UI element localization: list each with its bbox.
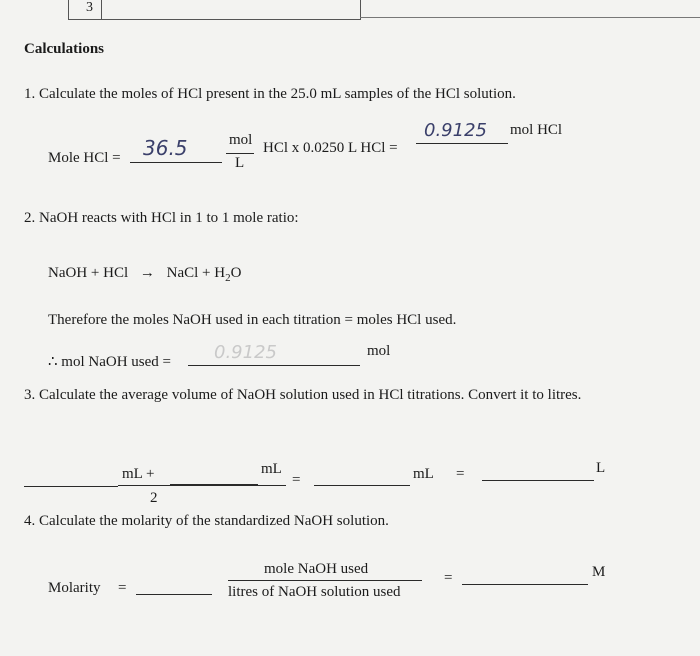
q3-ml-2: mL (413, 466, 434, 482)
q4-num: mole NaOH used (264, 561, 369, 577)
q1-prompt: 1. Calculate the moles of HCl present in the 25.0 mL samples of the HCl solution. (24, 86, 516, 102)
q2-equation (48, 265, 241, 282)
page-number: 3 (86, 0, 93, 15)
q3-eq-1: = (292, 472, 301, 488)
q2-eq-end: O (230, 265, 242, 281)
q4-blank-2 (462, 584, 588, 585)
q4-label: Molarity (48, 580, 101, 596)
q2-mol-answer: 0.9125 (214, 342, 277, 363)
top-table-cell-wide (100, 0, 361, 20)
top-table-line (360, 17, 700, 18)
q4-frac-line (228, 580, 422, 581)
q3-blank-4 (482, 480, 594, 481)
q3-two: 2 (150, 490, 158, 506)
q3-frac-line (118, 485, 286, 486)
q1-unit: mol HCl (510, 122, 563, 138)
q2-blank (188, 365, 360, 366)
q1-frac-line (226, 153, 254, 154)
q1-middle: HCl x 0.0250 L HCl = (263, 140, 398, 156)
q3-L: L (596, 460, 606, 476)
q1-frac-den: L (235, 155, 245, 171)
q4-blank-1 (136, 594, 212, 595)
q4-prompt: 4. Calculate the molarity of the standardized NaOH solution. (24, 513, 389, 529)
q1-answer-2: 0.9125 (424, 120, 487, 141)
q1-blank-1 (130, 162, 222, 163)
top-table-cell (68, 0, 102, 20)
q4-eq-2: = (444, 570, 453, 586)
q3-eq-2: = (456, 466, 465, 482)
q2-eq-left: NaOH + HCl (48, 265, 129, 281)
q2-mol-unit: mol (367, 343, 391, 359)
q3-prompt: 3. Calculate the average volume of NaOH solution used in HCl titrations. Convert it to litres. (24, 387, 582, 403)
q1-answer-1: 36.5 (143, 136, 188, 160)
heading: Calculations (24, 41, 105, 57)
q1-label: Mole HCl = (48, 150, 121, 166)
q2-mol-label: ∴ mol NaOH used = (48, 354, 171, 370)
q2-arrow: → (139, 265, 155, 281)
q2-eq-right: NaCl + H (166, 265, 226, 281)
q3-blank-1 (24, 486, 118, 487)
q1-frac-num: mol (229, 132, 253, 148)
q4-eq-1: = (118, 580, 127, 596)
q3-ml: mL (261, 461, 282, 477)
q2-therefore: Therefore the moles NaOH used in each titration = moles HCl used. (48, 312, 457, 328)
q3-blank-3 (314, 485, 410, 486)
q1-blank-2 (416, 143, 508, 144)
q4-den: litres of NaOH solution used (228, 584, 401, 600)
q2-prompt: 2. NaOH reacts with HCl in 1 to 1 mole ratio: (24, 210, 299, 226)
q4-unit: M (592, 564, 606, 580)
q2-eq-sub: 2 (225, 272, 231, 284)
q3-ml-plus: mL + (122, 466, 155, 482)
